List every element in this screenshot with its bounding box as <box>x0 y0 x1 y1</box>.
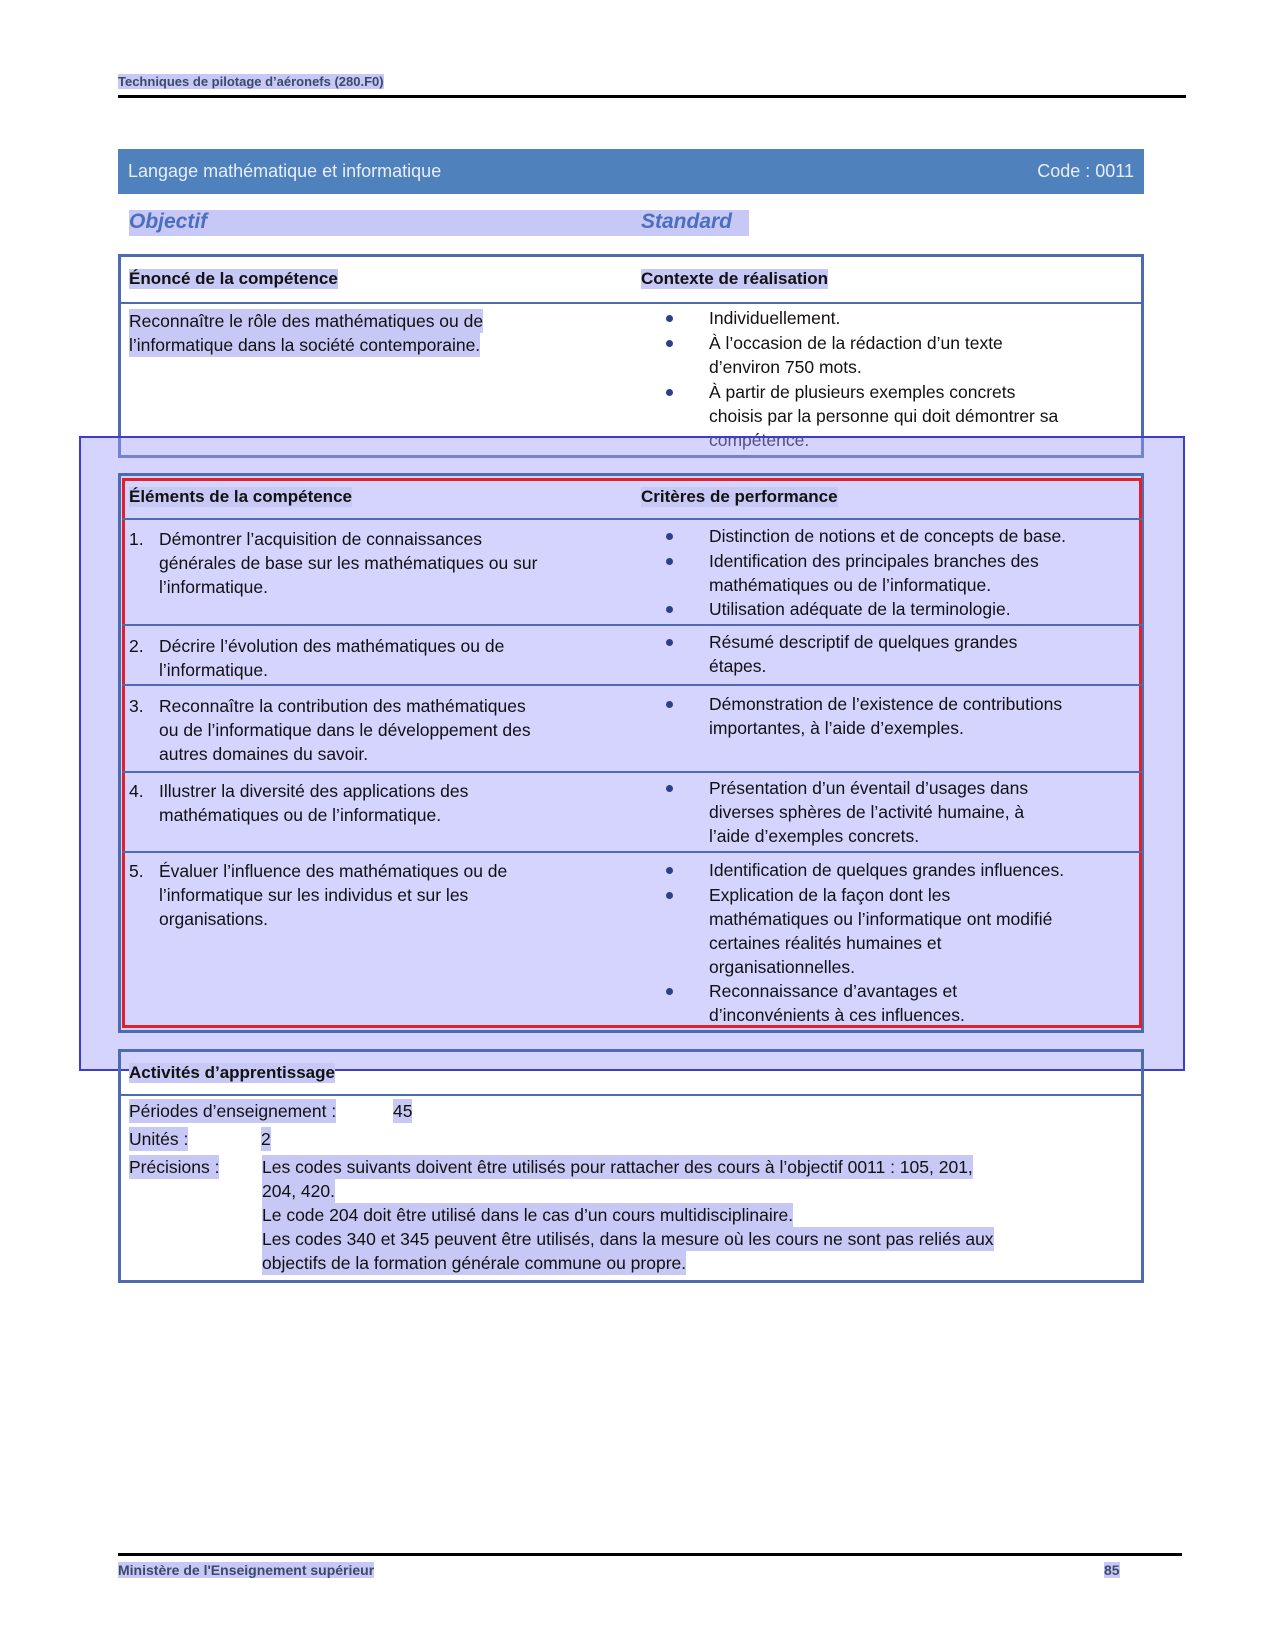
bullet-icon <box>666 892 673 899</box>
enonce-line: Reconnaître le rôle des mathématiques ou de <box>129 311 484 331</box>
precisions-label: Précisions : <box>129 1157 220 1177</box>
course-title: Langage mathématique et informatique <box>128 161 442 181</box>
contexte-line: À partir de plusieurs exemples concrets <box>709 382 1016 402</box>
header-rule <box>118 95 1186 98</box>
criterion-line: étapes. <box>709 656 767 676</box>
element-line: Reconnaître la contribution des mathématiques <box>159 696 526 716</box>
element-line: Évaluer l’influence des mathématiques ou de <box>159 861 508 881</box>
bullet-icon <box>666 639 673 646</box>
element-line: ou de l’informatique dans le développement des <box>159 720 531 740</box>
course-code: Code : 0011 <box>1037 161 1134 181</box>
precisions-line: 204, 420. <box>262 1181 335 1201</box>
footer-rule <box>118 1553 1182 1556</box>
criterion-line: l’aide d’exemples concrets. <box>709 826 920 846</box>
element-line: mathématiques ou de l’informatique. <box>159 805 442 825</box>
objectif-standard-row <box>129 210 749 236</box>
criterion-line: Reconnaissance d’avantages et <box>709 981 958 1001</box>
criterion-line: Identification de quelques grandes influences. <box>709 860 1065 880</box>
contexte-line: choisis par la personne qui doit démontrer sa <box>709 406 1059 426</box>
contexte-line: À l’occasion de la rédaction d’un texte <box>709 333 1003 353</box>
element-number: 4. <box>129 781 144 801</box>
bullet-icon <box>666 988 673 995</box>
bullet-icon <box>666 533 673 540</box>
course-title-bar <box>118 149 1144 194</box>
element-line: l’informatique. <box>159 577 268 597</box>
element-number: 1. <box>129 529 144 549</box>
criteres-heading: Critères de performance <box>641 487 838 506</box>
bullet-icon <box>666 701 673 708</box>
criterion-line: Résumé descriptif de quelques grandes <box>709 632 1018 652</box>
element-number: 5. <box>129 861 144 881</box>
row-divider <box>122 851 1142 853</box>
activites-heading: Activités d’apprentissage <box>129 1063 335 1082</box>
precisions-line: Les codes 340 et 345 peuvent être utilisés, dans la mesure où les cours ne sont pas reliés aux <box>262 1229 994 1249</box>
unites-value: 2 <box>261 1129 271 1149</box>
standard-label: Standard <box>641 210 733 233</box>
bullet-icon <box>666 340 673 347</box>
row-divider <box>122 518 1142 520</box>
periodes-value: 45 <box>393 1101 413 1121</box>
row-divider <box>122 624 1142 626</box>
criterion-line: mathématiques ou l’informatique ont modifié <box>709 909 1053 929</box>
bullet-icon <box>666 558 673 565</box>
criterion-line: Explication de la façon dont les <box>709 885 951 905</box>
element-line: l’informatique sur les individus et sur les <box>159 885 469 905</box>
precisions-line: Les codes suivants doivent être utilisés pour rattacher des cours à l’objectif 0011 : 105, 201, <box>262 1157 973 1177</box>
bullet-icon <box>666 606 673 613</box>
row-divider <box>122 771 1142 773</box>
objectif-label: Objectif <box>129 210 208 233</box>
criterion-line: importantes, à l’aide d’exemples. <box>709 718 964 738</box>
criterion-line: Présentation d’un éventail d’usages dans <box>709 778 1029 798</box>
element-line: Décrire l’évolution des mathématiques ou de <box>159 636 505 656</box>
criterion-line: diverses sphères de l’activité humaine, à <box>709 802 1025 822</box>
criterion-line: Distinction de notions et de concepts de base. <box>709 526 1067 546</box>
element-line: générales de base sur les mathématiques ou sur <box>159 553 538 573</box>
bullet-icon <box>666 867 673 874</box>
footer-ministry: Ministère de l'Enseignement supérieur <box>118 1562 375 1578</box>
enonce-line: l’informatique dans la société contemporaine. <box>129 335 481 355</box>
periodes-label: Périodes d’enseignement : <box>129 1101 337 1121</box>
enonce-heading: Énoncé de la compétence <box>129 269 338 288</box>
bullet-icon <box>666 389 673 396</box>
elements-heading: Éléments de la compétence <box>129 487 352 506</box>
criterion-line: mathématiques ou de l’informatique. <box>709 575 992 595</box>
element-line: organisations. <box>159 909 268 929</box>
contexte-heading: Contexte de réalisation <box>641 269 829 288</box>
contexte-line: compétence. <box>709 430 810 450</box>
criterion-line: organisationnelles. <box>709 957 855 977</box>
running-header: Techniques de pilotage d’aéronefs (280.F0) <box>118 74 384 89</box>
precisions-line: Le code 204 doit être utilisé dans le cas d’un cours multidisciplinaire. <box>262 1205 794 1225</box>
contexte-line: d’environ 750 mots. <box>709 357 862 377</box>
criterion-line: certaines réalités humaines et <box>709 933 942 953</box>
row-divider <box>122 684 1142 686</box>
element-line: Illustrer la diversité des applications des <box>159 781 469 801</box>
element-line: autres domaines du savoir. <box>159 744 369 764</box>
element-line: l’informatique. <box>159 660 268 680</box>
element-line: Démontrer l’acquisition de connaissances <box>159 529 482 549</box>
criterion-line: d’inconvénients à ces influences. <box>709 1005 965 1025</box>
criterion-line: Démonstration de l’existence de contributions <box>709 694 1063 714</box>
precisions-line: objectifs de la formation générale commune ou propre. <box>262 1253 687 1273</box>
unites-label: Unités : <box>129 1129 189 1149</box>
bullet-icon <box>666 785 673 792</box>
page-number: 85 <box>1104 1562 1120 1578</box>
contexte-line: Individuellement. <box>709 308 841 328</box>
criterion-line: Identification des principales branches des <box>709 551 1039 571</box>
criterion-line: Utilisation adéquate de la terminologie. <box>709 599 1011 619</box>
element-number: 2. <box>129 636 144 656</box>
bullet-icon <box>666 315 673 322</box>
element-number: 3. <box>129 696 144 716</box>
